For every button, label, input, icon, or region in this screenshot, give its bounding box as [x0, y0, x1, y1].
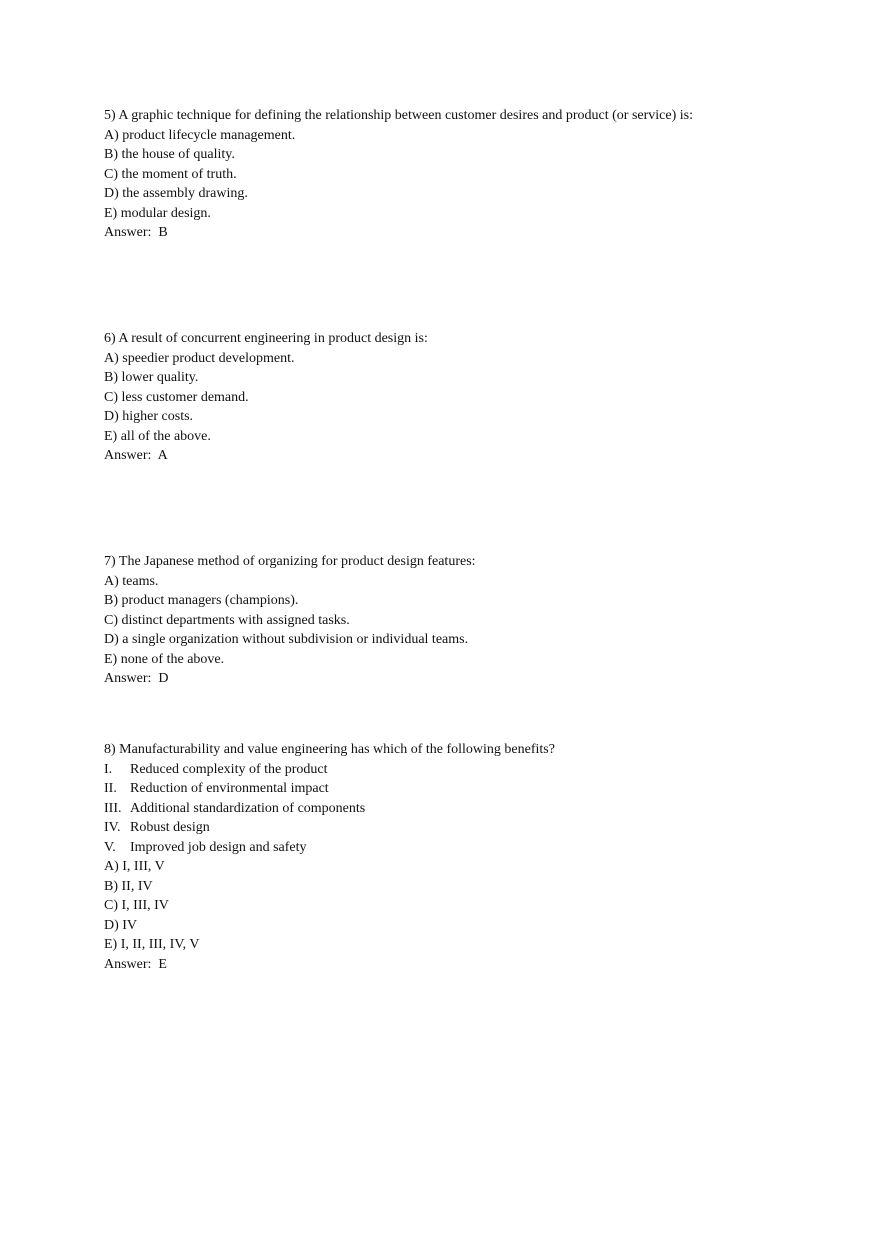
question-stem: 6) A result of concurrent engineering in product design is:	[104, 331, 428, 346]
answer-option: B) II, IV	[104, 878, 153, 894]
answer-key: Answer: B	[104, 225, 168, 240]
answer-option: E) modular design.	[104, 205, 211, 221]
benefit-text: Reduction of environmental impact	[130, 781, 329, 796]
answer-key: Answer: E	[104, 956, 167, 972]
question-stem: 5) A graphic technique for defining the relationship between customer desires and product (or service) is:	[104, 108, 693, 123]
answer-option: D) higher costs.	[104, 409, 194, 424]
answer-option: B) product managers (champions).	[104, 593, 299, 608]
answer-key: Answer: A	[104, 448, 168, 463]
roman-numeral: I.	[104, 761, 113, 777]
question-6	[104, 329, 804, 466]
benefit-text: Improved job design and safety	[130, 839, 307, 855]
answer-option: D) the assembly drawing.	[104, 186, 248, 201]
answer-option: A) teams.	[104, 573, 159, 589]
answer-key: Answer: D	[104, 671, 169, 686]
benefit-item	[104, 760, 804, 780]
question-stem: 7) The Japanese method of organizing for product design features:	[104, 554, 476, 569]
answer-option: D) a single organization without subdivision or individual teams.	[104, 632, 469, 647]
answer-option: E) all of the above.	[104, 428, 211, 444]
question-8	[104, 740, 804, 974]
question-stem: 8) Manufacturability and value engineering has which of the following benefits?	[104, 742, 555, 757]
answer-option: A) speedier product development.	[104, 350, 295, 366]
benefit-item	[104, 838, 804, 858]
answer-option: A) product lifecycle management.	[104, 127, 296, 143]
answer-option: C) the moment of truth.	[104, 166, 237, 182]
roman-numeral: II.	[104, 781, 117, 796]
roman-numeral: IV.	[104, 820, 121, 835]
roman-numeral: V.	[104, 839, 116, 855]
benefit-text: Robust design	[130, 820, 210, 835]
roman-numeral: III.	[104, 800, 122, 816]
benefit-text: Additional standardization of components	[130, 800, 366, 816]
answer-option: B) lower quality.	[104, 370, 199, 385]
answer-option: C) I, III, IV	[104, 898, 169, 913]
answer-option: E) none of the above.	[104, 651, 225, 667]
question-5	[104, 106, 804, 243]
benefit-item	[104, 799, 804, 819]
benefit-item	[104, 779, 804, 799]
benefit-item	[104, 818, 804, 838]
answer-option: C) distinct departments with assigned tasks.	[104, 612, 350, 628]
benefit-text: Reduced complexity of the product	[130, 761, 328, 777]
answer-option: A) I, III, V	[104, 859, 165, 874]
answer-option: E) I, II, III, IV, V	[104, 937, 200, 952]
answer-option: B) the house of quality.	[104, 147, 235, 162]
question-7	[104, 552, 804, 689]
answer-option: D) IV	[104, 917, 138, 933]
answer-option: C) less customer demand.	[104, 389, 249, 405]
